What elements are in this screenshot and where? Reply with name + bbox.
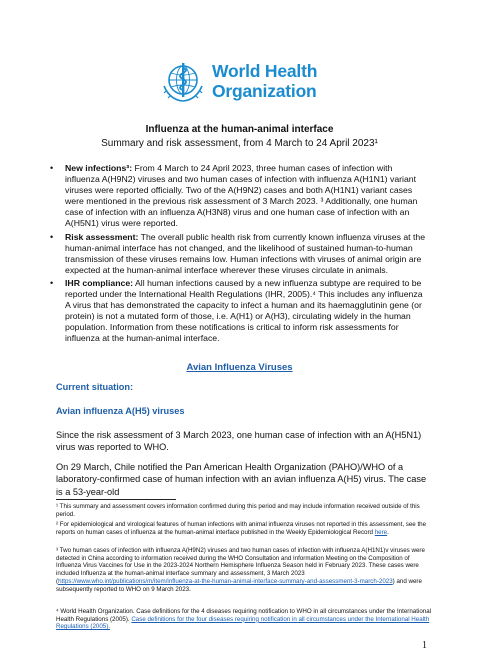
bullet-ihr-compliance [56, 278, 428, 345]
footnote-link-here[interactable]: here [374, 528, 388, 536]
bullet-label: New infections³: [65, 163, 133, 173]
bullet-label: IHR compliance: [65, 277, 134, 288]
org-name-line2: Organization [212, 81, 317, 101]
footnote-divider [56, 499, 176, 500]
bullet-label: Risk assessment: [65, 231, 139, 242]
bullet-text: The overall public health risk from currently known influenza viruses at the human-animal interface has not changed, and the likelihood of sustained human-to-human transmission of these viruses remains low. Human infections with viruses of animal origin are expected at the human-animal interface wherever these viruses circulate in animals. [65, 231, 426, 275]
paragraph-risk-summary: Since the risk assessment of 3 March 2023, one human case of infection with an A(H5N1) virus was reported to WHO. [56, 430, 422, 453]
bullet-text: From 4 March to 24 April 2023, three human cases of infection with influenza A(H9N2) viruses and two human cases of infection with influenza A(H1N1) variant viruses were reported officially. Two of the A(H9N2) cases and both A(H1N1) variant cases were mentioned in the previous risk assessment of 3 March 2023. ³ Additionally, one human case of infection with an influenza A(H3N8) virus and one human case of infection with an A(H5N1) virus were reported. [65, 163, 418, 229]
document-title: Influenza at the human-animal interface [145, 124, 334, 135]
page-number: 1 [422, 640, 427, 651]
who-wordmark [212, 61, 317, 101]
footnote-1: ¹ This summary and assessment covers information confirmed during this period and may include information received outside of this period. [56, 503, 420, 518]
footnote-text: ⁴ World Health Organization. Case definitions for the 4 diseases requiring notification to WHO in all circumstances under the International Health Regulations (2005). [56, 608, 432, 623]
footnote-4 [56, 608, 432, 631]
footnote-3 [56, 547, 432, 593]
h5-viruses-heading: Avian influenza A(H5) viruses [56, 406, 185, 416]
document-subtitle: Summary and risk assessment, from 4 March to 24 April 2023¹ [101, 138, 378, 149]
footnote-text: ³ Two human cases of infection with influenza A(H9N2) viruses and two human cases of infection with influenza A(H1N1)v viruses were detected in China according to information received during the WHO Consultation and Information Meeting on the Composition of Influenza Virus Vaccines for Use in the 2023-2024 Northern Hemisphere Influenza Season held in February 2023. These cases were included Influenza at the human-animal interface summary and assessment, 3 March 2023 ( [56, 547, 425, 585]
footnote-tail: ) and were subsequently reported to WHO on 9 March 2023. [56, 577, 422, 593]
footnote-2: ² For epidemiological and virological features of human infections with animal influenza viruses not reported in this assessment, see the reports on human cases of influenza at the human-animal interface published in the Weekly Epidemiological Record here. [56, 521, 427, 536]
summary-bullets [56, 163, 428, 347]
section-heading: Avian Influenza Viruses [186, 362, 293, 373]
paragraph-chile-case: On 29 March, Chile notified the Pan American Health Organization (PAHO)/WHO of a laboratory-confirmed case of human infection with an avian influenza A(H5) virus. The case is a 53-year-old [56, 462, 427, 497]
current-situation-heading: Current situation: [56, 382, 134, 392]
bullet-risk-assessment [56, 232, 428, 276]
org-name-line1: World Health [212, 61, 318, 81]
footnote-text: ² For epidemiological and virological features of human infections with animal influenza viruses not reported in this assessment, see the reports on human cases of influenza at the human-animal interface published in the Weekly Epidemiological Record [56, 521, 427, 536]
footnote-link-case-definitions[interactable]: Case definitions for the four diseases requiring notification in all circumstances under the International Health Regulations (2005). [56, 615, 430, 631]
who-emblem-icon [160, 58, 206, 104]
bullet-text: All human infections caused by a new influenza subtype are required to be reported under the International Health Regulations (IHR, 2005).⁴ This includes any influenza A virus that has demonstrated the capacity to infect a human and its haemagglutinin gene (or protein) is not a mutated form of those, i.e. A(H1) or A(H3), circulating widely in the human population. Information from these notifications is critical to inform risk assessments for influenza at the human-animal interface. [65, 277, 423, 344]
footnote-link-url[interactable]: https://www.who.int/publications/m/item/influenza-at-the-human-animal-interface-summary-and-assessment-3-march-2023 [58, 577, 393, 585]
who-logo [160, 56, 317, 106]
bullet-new-infections [56, 163, 428, 230]
